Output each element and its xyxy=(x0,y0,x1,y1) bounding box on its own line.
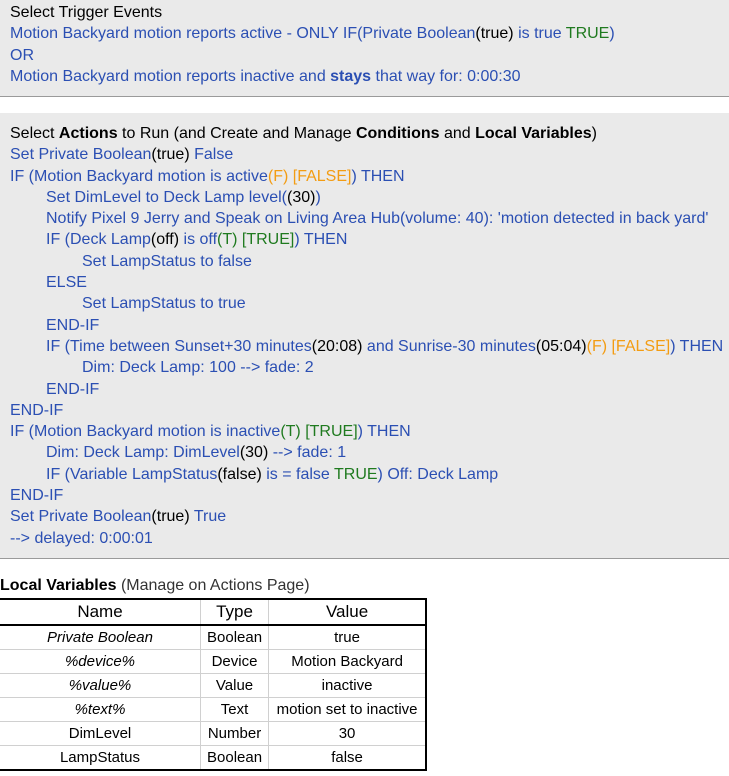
action-set-private-boolean-true xyxy=(10,506,729,527)
variable-value: Motion Backyard xyxy=(269,650,427,674)
table-row xyxy=(0,650,426,674)
action-text: is off xyxy=(179,231,218,249)
action-condition-state: (T) [TRUE] xyxy=(280,423,358,441)
action-text: IF (Deck Lamp xyxy=(46,231,151,249)
action-value: (30) xyxy=(286,188,316,206)
variable-value: motion set to inactive xyxy=(269,698,427,722)
variable-name: %value% xyxy=(0,674,201,698)
action-condition-state: (F) [FALSE] xyxy=(267,167,352,185)
action-if-motion-active xyxy=(10,166,729,187)
action-value: (30) xyxy=(239,444,269,462)
action-condition-state: (T) [TRUE] xyxy=(217,231,295,249)
action-text: IF (Motion Backyard motion is inactive xyxy=(10,423,281,441)
variable-type: Text xyxy=(201,698,269,722)
action-text: False xyxy=(189,146,234,164)
variable-name: LampStatus xyxy=(0,746,201,771)
action-set-lampstatus-false: Set LampStatus to false xyxy=(82,252,252,270)
trigger-text: that way for: 0:00:30 xyxy=(371,67,521,85)
action-notify: Notify Pixel 9 Jerry and Speak on Living Area Hub(volume: 40): 'motion detected in back yard' xyxy=(46,210,709,228)
trigger-bold: stays xyxy=(330,67,372,85)
action-value: (true) xyxy=(151,146,190,164)
trigger-events-panel xyxy=(0,0,729,97)
action-text: Set DimLevel to Deck Lamp level( xyxy=(46,188,287,206)
variable-name: DimLevel xyxy=(0,722,201,746)
action-set-private-boolean-false xyxy=(10,144,729,165)
action-condition-state: (F) [FALSE] xyxy=(586,337,671,355)
action-if-time-between xyxy=(10,336,729,357)
trigger-text: is true xyxy=(513,25,566,43)
heading-text: Select xyxy=(10,125,59,142)
variable-value: true xyxy=(269,625,427,650)
action-end-if: END-IF xyxy=(10,401,64,419)
action-if-lampstatus xyxy=(10,464,729,485)
action-value: (05:04) xyxy=(535,337,587,355)
trigger-or: OR xyxy=(10,46,34,64)
action-value: (20:08) xyxy=(311,337,363,355)
action-text: ) xyxy=(315,188,321,206)
action-end-if: END-IF xyxy=(46,316,100,334)
table-row xyxy=(0,625,426,650)
action-text: IF (Variable LampStatus xyxy=(46,465,218,483)
action-if-deck-lamp-off xyxy=(10,229,729,250)
action-value: (true) xyxy=(151,508,190,526)
action-value: (off) xyxy=(150,231,180,249)
action-text: ) THEN xyxy=(351,167,405,185)
action-set-lampstatus-true: Set LampStatus to true xyxy=(82,295,246,313)
action-dim-100: Dim: Deck Lamp: 100 --> fade: 2 xyxy=(82,359,314,377)
trigger-text: Motion Backyard motion reports active - ONLY IF(Private Boolean xyxy=(10,25,476,43)
variable-name: Private Boolean xyxy=(0,625,201,650)
actions-panel xyxy=(0,113,729,559)
action-value: (false) xyxy=(217,465,262,483)
variable-name: %device% xyxy=(0,650,201,674)
variable-value: false xyxy=(269,746,427,771)
table-row xyxy=(0,746,426,771)
action-text: Dim: Deck Lamp: DimLevel xyxy=(46,444,240,462)
variable-type: Boolean xyxy=(201,746,269,771)
heading-text: ) xyxy=(591,125,597,142)
action-else: ELSE xyxy=(46,274,87,292)
action-text: Set Private Boolean xyxy=(10,146,152,164)
trigger-status: TRUE xyxy=(565,25,610,43)
action-text: is = false xyxy=(261,465,334,483)
action-end-if: END-IF xyxy=(46,380,100,398)
heading-bold: Conditions xyxy=(355,125,440,142)
local-variables-subtitle: (Manage on Actions Page) xyxy=(116,577,310,594)
variable-type: Boolean xyxy=(201,625,269,650)
variable-type: Number xyxy=(201,722,269,746)
action-text: --> fade: 1 xyxy=(268,444,347,462)
actions-heading[interactable] xyxy=(10,123,729,144)
table-row xyxy=(0,698,426,722)
action-set-dimlevel xyxy=(10,187,729,208)
variable-name: %text% xyxy=(0,698,201,722)
table-row xyxy=(0,674,426,698)
column-header-type: Type xyxy=(201,599,269,625)
action-end-if: END-IF xyxy=(10,487,64,505)
heading-text: to Run (and Create and Manage xyxy=(117,125,356,142)
action-text: ) THEN xyxy=(294,231,348,249)
action-text: ) THEN xyxy=(357,423,411,441)
trigger-motion-active xyxy=(10,23,729,44)
column-header-name: Name xyxy=(0,599,201,625)
heading-bold: Local Variables xyxy=(475,125,592,142)
column-header-value: Value xyxy=(269,599,427,625)
action-text: IF (Time between Sunset+30 minutes xyxy=(46,337,312,355)
action-text: Set Private Boolean xyxy=(10,508,152,526)
action-text: and Sunrise-30 minutes xyxy=(362,337,536,355)
trigger-text: ) xyxy=(609,25,615,43)
action-if-motion-inactive xyxy=(10,421,729,442)
variable-type: Value xyxy=(201,674,269,698)
trigger-title[interactable]: Select Trigger Events xyxy=(10,4,163,21)
table-row xyxy=(0,722,426,746)
variable-value: inactive xyxy=(269,674,427,698)
local-variables-title: Local Variables xyxy=(0,577,117,594)
action-condition-state: TRUE xyxy=(333,465,378,483)
heading-text: and xyxy=(439,125,476,142)
action-text: True xyxy=(189,508,227,526)
local-variables-table xyxy=(0,598,427,771)
action-text: ) Off: Deck Lamp xyxy=(377,465,499,483)
action-text: IF (Motion Backyard motion is active xyxy=(10,167,268,185)
action-delayed: --> delayed: 0:00:01 xyxy=(10,529,153,547)
trigger-value: (true) xyxy=(475,25,514,43)
action-dim-dimlevel xyxy=(10,442,729,463)
variable-value: 30 xyxy=(269,722,427,746)
action-text: ) THEN xyxy=(670,337,724,355)
variable-type: Device xyxy=(201,650,269,674)
heading-bold: Actions xyxy=(58,125,118,142)
trigger-text: Motion Backyard motion reports inactive and xyxy=(10,67,331,85)
local-variables-heading xyxy=(0,576,310,596)
table-header-row xyxy=(0,599,426,625)
trigger-motion-inactive xyxy=(10,66,729,87)
